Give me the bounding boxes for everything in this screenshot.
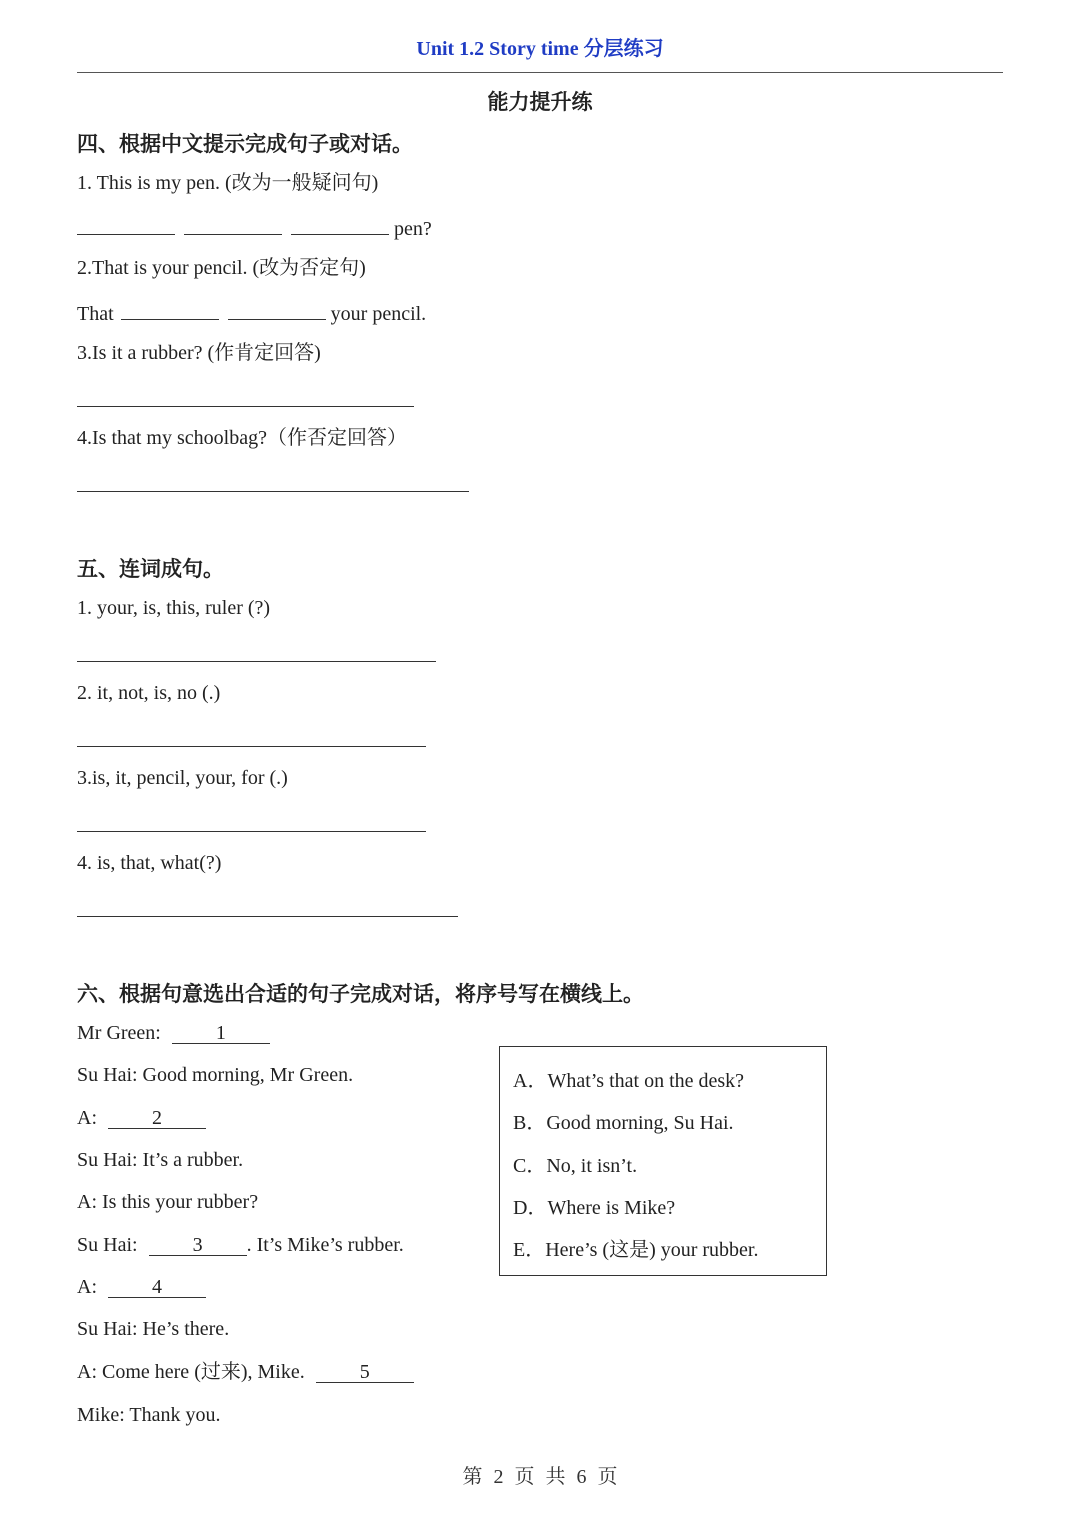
s5-item-1: 1. your, is, this, ruler (?) (77, 597, 271, 619)
s4-q1-answer-line (77, 214, 432, 241)
speaker: A: (77, 1276, 97, 1298)
header-divider (77, 72, 1003, 73)
option-a: A．What’s that on the desk? (513, 1070, 745, 1092)
s4-q3-answer-line[interactable] (77, 406, 414, 407)
option-b: B．Good morning, Su Hai. (513, 1112, 734, 1134)
s5-item-3-answer-line[interactable] (77, 831, 426, 832)
s4-q1-prompt: 1. This is my pen. (改为一般疑问句) (77, 172, 379, 194)
dialogue-blank-4[interactable]: 4 (108, 1277, 206, 1298)
page-number: 第 2 页 共 6 页 (462, 1466, 618, 1488)
dialogue-line-1 (77, 1021, 270, 1045)
option-c: C．No, it isn’t. (513, 1155, 638, 1177)
dialogue-blank-5[interactable]: 5 (316, 1362, 414, 1383)
s5-item-4-answer-line[interactable] (77, 916, 458, 917)
dialogue-line-9-head: A: Come here (过来), Mike. (77, 1361, 305, 1383)
dialogue-line-2: Su Hai: Good morning, Mr Green. (77, 1064, 354, 1086)
s5-item-1-answer-line[interactable] (77, 661, 436, 662)
s4-q4-prompt: 4.Is that my schoolbag?（作否定回答） (77, 427, 407, 449)
dialogue-blank-3[interactable]: 3 (149, 1235, 247, 1256)
s4-q2-prompt: 2.That is your pencil. (改为否定句) (77, 257, 366, 279)
speaker: A: (77, 1107, 97, 1129)
answer-blank[interactable] (228, 299, 326, 320)
s4-q1-tail: pen? (394, 218, 432, 240)
s5-item-4: 4. is, that, what(?) (77, 852, 222, 874)
dialogue-blank-1[interactable]: 1 (172, 1023, 270, 1044)
s4-q2-head: That (77, 303, 114, 325)
page-header-title: Unit 1.2 Story time 分层练习 (416, 38, 664, 60)
s4-q2-answer-line (77, 299, 426, 326)
s5-item-3: 3.is, it, pencil, your, for (.) (77, 767, 288, 789)
answer-blank[interactable] (184, 214, 282, 235)
s5-item-2: 2. it, not, is, no (.) (77, 682, 221, 704)
dialogue-line-9 (77, 1360, 414, 1384)
speaker: Mr Green: (77, 1022, 161, 1044)
option-e: E．Here’s (这是) your rubber. (513, 1239, 759, 1261)
section5-title: 五、连词成句。 (77, 557, 224, 581)
section-level-title: 能力提升练 (487, 90, 593, 114)
section6-title: 六、根据句意选出合适的句子完成对话，将序号写在横线上。 (77, 982, 644, 1006)
answer-blank[interactable] (121, 299, 219, 320)
dialogue-line-7 (77, 1275, 206, 1299)
answer-blank[interactable] (291, 214, 389, 235)
s4-q3-prompt: 3.Is it a rubber? (作肯定回答) (77, 342, 321, 364)
s4-q4-answer-line[interactable] (77, 491, 469, 492)
dialogue-line-8: Su Hai: He’s there. (77, 1318, 230, 1340)
dialogue-line-4: Su Hai: It’s a rubber. (77, 1149, 244, 1171)
dialogue-blank-2[interactable]: 2 (108, 1108, 206, 1129)
dialogue-line-5: A: Is this your rubber? (77, 1191, 259, 1213)
dialogue-line-6 (77, 1233, 404, 1257)
dialogue-line-6-tail: . It’s Mike’s rubber. (246, 1234, 404, 1256)
dialogue-line-10: Mike: Thank you. (77, 1404, 221, 1426)
answer-blank[interactable] (77, 214, 175, 235)
option-d: D．Where is Mike? (513, 1197, 676, 1219)
s4-q2-tail: your pencil. (330, 303, 427, 325)
s5-item-2-answer-line[interactable] (77, 746, 426, 747)
speaker: Su Hai: (77, 1234, 138, 1256)
dialogue-line-3 (77, 1106, 206, 1130)
section4-title: 四、根据中文提示完成句子或对话。 (77, 132, 413, 156)
